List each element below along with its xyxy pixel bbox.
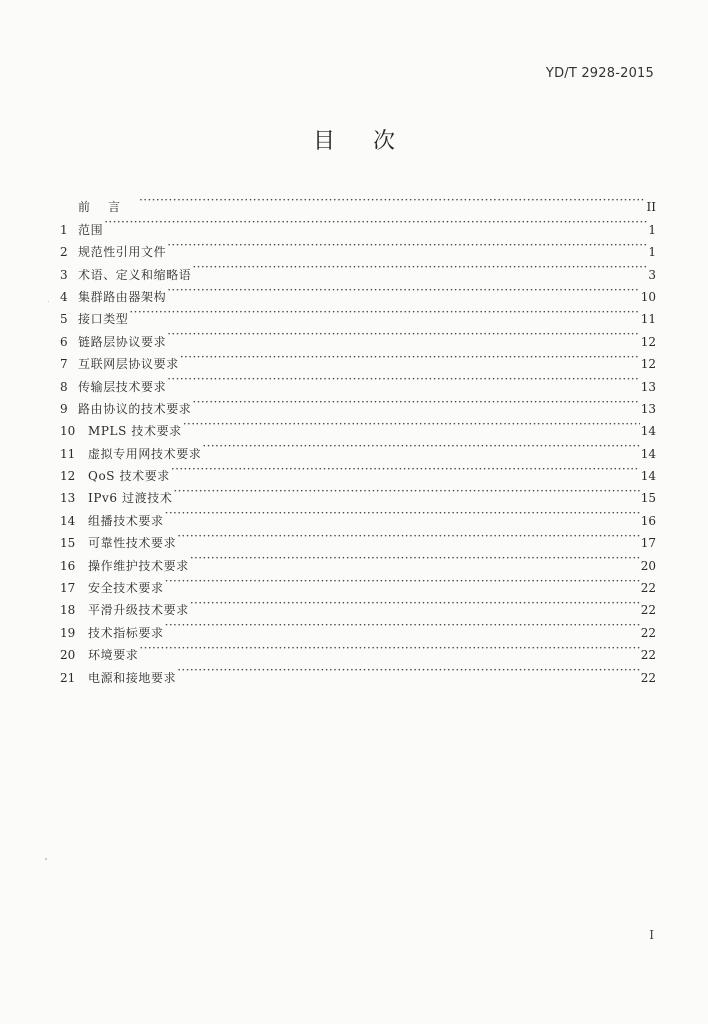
toc-entry-page: 22 <box>640 625 656 640</box>
toc-dot-leader <box>190 547 640 569</box>
toc-dot-leader <box>192 391 639 413</box>
toc-entry-page: 12 <box>640 357 656 372</box>
toc-entry-number: 2 <box>60 245 68 260</box>
toc-entry-page: 22 <box>640 581 656 596</box>
toc-dot-leader <box>202 435 639 457</box>
toc-entry-number: 15 <box>60 536 76 551</box>
toc-entry[interactable] <box>60 659 656 685</box>
scan-speck <box>45 858 47 860</box>
toc-entry-number: 10 <box>60 424 76 439</box>
toc-entry-title: 规范性引用文件 <box>78 245 167 260</box>
standard-number: YD/T 2928-2015 <box>545 66 654 81</box>
toc-entry-title: IPv6 过渡技术 <box>88 491 173 506</box>
toc-dot-leader <box>180 346 640 368</box>
toc-entry-title: 虚拟专用网技术要求 <box>88 446 202 461</box>
toc-entry-title: QoS 技术要求 <box>88 469 170 484</box>
toc-entry-page: 20 <box>640 558 656 573</box>
toc-dot-leader <box>167 368 640 390</box>
toc-entry-page: 1 <box>648 222 656 237</box>
toc-dot-leader <box>129 301 639 323</box>
toc-entry-page: 22 <box>640 603 656 618</box>
toc-entry-number: 12 <box>60 469 76 484</box>
toc-entry-title: 链路层协议要求 <box>78 334 167 349</box>
toc-entry-page: 14 <box>640 424 656 439</box>
toc-dot-leader <box>171 458 640 480</box>
toc-entry-title: 术语、定义和缩略语 <box>78 267 192 282</box>
toc-entry-page: II <box>646 200 656 215</box>
toc-dot-leader <box>177 525 640 547</box>
toc-entry-title: MPLS 技术要求 <box>88 424 182 439</box>
toc-entry-page: 22 <box>640 670 656 685</box>
toc-dot-leader <box>173 480 639 502</box>
toc-entry-title: 操作维护技术要求 <box>88 558 189 573</box>
toc-dot-leader <box>167 234 647 256</box>
scan-speck <box>48 301 49 302</box>
toc-entry-title: 范围 <box>78 222 104 237</box>
toc-entry-title: 接口类型 <box>78 312 129 327</box>
toc-entry-title: 互联网层协议要求 <box>78 357 179 372</box>
toc-entry-page: 15 <box>640 491 656 506</box>
toc-title-part1: 目 <box>312 129 335 154</box>
toc-title-part2: 次 <box>373 129 396 154</box>
toc-entry-title: 组播技术要求 <box>88 513 164 528</box>
toc-entry-number: 14 <box>60 513 76 528</box>
toc-entry-number: 19 <box>60 625 76 640</box>
footer-page-number: I <box>649 928 654 942</box>
toc-dot-leader <box>139 189 646 211</box>
toc-entry-number: 6 <box>60 334 68 349</box>
toc-entry-title: 安全技术要求 <box>88 581 164 596</box>
toc-entry-title: 可靠性技术要求 <box>88 536 177 551</box>
toc-dot-leader <box>165 502 640 524</box>
toc-entry-number: 4 <box>60 289 68 304</box>
toc-dot-leader <box>165 570 640 592</box>
toc-dot-leader <box>183 413 640 435</box>
toc-dot-leader <box>192 256 647 278</box>
toc-entry-page: 3 <box>648 267 656 282</box>
toc-entry-number: 3 <box>60 267 68 282</box>
toc-entry[interactable] <box>60 211 656 237</box>
toc-entry[interactable] <box>60 301 656 327</box>
toc-dot-leader <box>165 614 640 636</box>
toc-entry-title: 前言 <box>78 200 139 215</box>
toc-entry-page: 10 <box>640 289 656 304</box>
toc-dot-leader <box>167 323 640 345</box>
toc-title <box>0 124 708 155</box>
toc-entry-title: 传输层技术要求 <box>78 379 167 394</box>
toc-entry-number: 1 <box>60 222 68 237</box>
toc-entry-page: 16 <box>640 513 656 528</box>
toc-entry-page: 17 <box>640 536 656 551</box>
toc-entry-page: 13 <box>640 401 656 416</box>
toc-entry-number: 20 <box>60 648 76 663</box>
toc-entry-page: 14 <box>640 469 656 484</box>
toc-entry[interactable] <box>60 234 656 260</box>
toc-entry-page: 22 <box>640 648 656 663</box>
toc-entry-number: 5 <box>60 312 68 327</box>
toc-entry-number: 16 <box>60 558 76 573</box>
toc-entry-page: 12 <box>640 334 656 349</box>
toc-entry[interactable] <box>60 323 656 349</box>
toc-dot-leader <box>104 211 647 233</box>
toc-entry-number: 17 <box>60 581 76 596</box>
toc-entry[interactable] <box>60 189 656 215</box>
toc-entry-title: 技术指标要求 <box>88 625 164 640</box>
toc-entry-number: 11 <box>60 446 76 461</box>
toc-entry-title: 路由协议的技术要求 <box>78 401 192 416</box>
toc-entry[interactable] <box>60 637 656 663</box>
toc-entry-number: 21 <box>60 670 76 685</box>
toc-dot-leader <box>177 659 640 681</box>
toc-entry-page: 14 <box>640 446 656 461</box>
toc-entry-page: 1 <box>648 245 656 260</box>
toc-entry-number: 18 <box>60 603 76 618</box>
table-of-contents <box>60 189 656 685</box>
toc-dot-leader <box>167 279 640 301</box>
toc-dot-leader <box>139 637 639 659</box>
toc-entry-title: 电源和接地要求 <box>88 670 177 685</box>
toc-entry-title: 集群路由器架构 <box>78 289 167 304</box>
toc-entry-page: 11 <box>640 312 656 327</box>
toc-entry-number: 8 <box>60 379 68 394</box>
toc-entry-page: 13 <box>640 379 656 394</box>
toc-entry-title: 环境要求 <box>88 648 139 663</box>
toc-entry-number: 13 <box>60 491 76 506</box>
toc-entry-number: 9 <box>60 401 68 416</box>
toc-dot-leader <box>190 592 640 614</box>
toc-entry-number: 7 <box>60 357 68 372</box>
toc-entry-title: 平滑升级技术要求 <box>88 603 189 618</box>
